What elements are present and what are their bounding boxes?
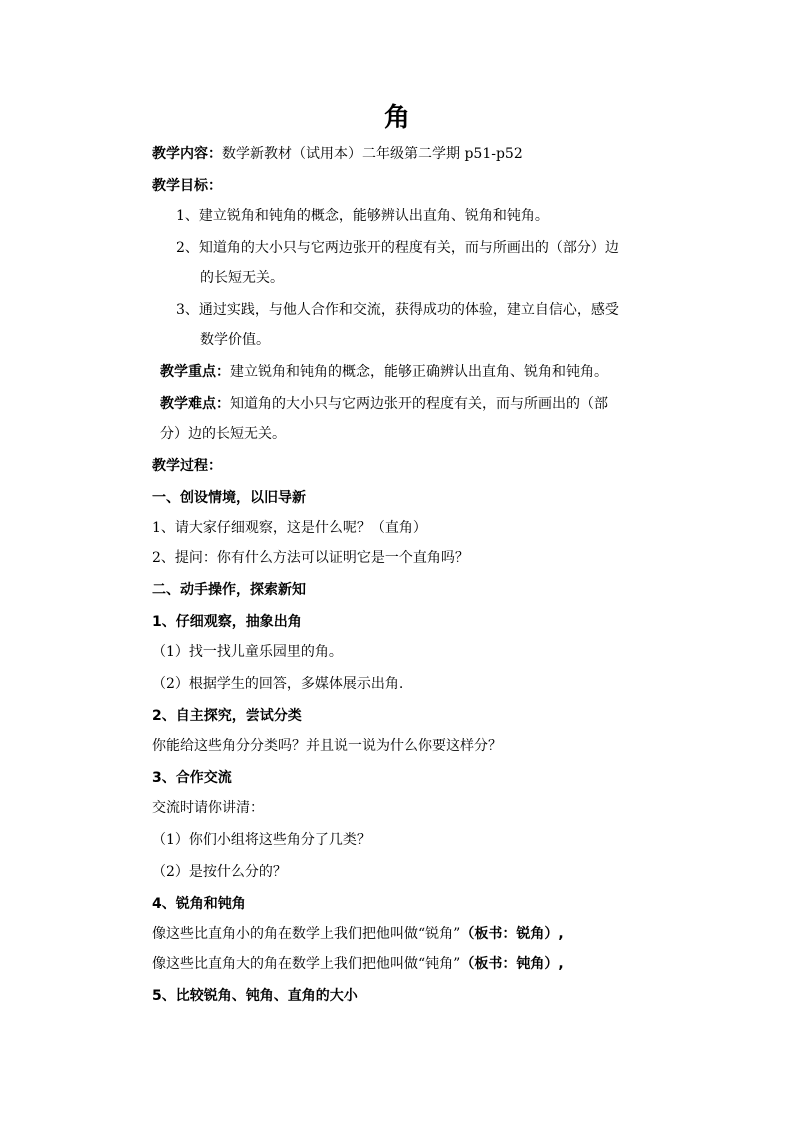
subsection-4-line-1-text: 像这些比直角小的角在数学上我们把他叫做“锐角”	[152, 926, 461, 942]
objective-1: 1、建立锐角和钝角的概念，能够辨认出直角、锐角和钝角。	[176, 208, 549, 224]
subsection-1-item-1: （1）找一找儿童乐园里的角。	[152, 644, 343, 660]
subsection-4-line-2-text: 像这些比直角大的角在数学上我们把他叫做“钝角”	[152, 956, 461, 972]
objective-2-line-2: 的长短无关。	[200, 270, 284, 286]
section-1-item-2: 2、提问：你有什么方法可以证明它是一个直角吗？	[152, 550, 469, 566]
subsection-1-heading: 1、仔细观察，抽象出角	[152, 614, 302, 630]
subsection-4-line-2	[152, 954, 564, 974]
teaching-objectives-label: 教学目标：	[152, 178, 222, 194]
subsection-5-heading: 5、比较锐角、钝角、直角的大小	[152, 988, 358, 1004]
teaching-key-line	[160, 362, 608, 382]
section-1-item-1: 1、请大家仔细观察，这是什么呢？（直角）	[152, 520, 427, 536]
objective-3-line-2: 数学价值。	[200, 332, 270, 348]
subsection-3-heading: 3、合作交流	[152, 770, 232, 786]
section-2-heading: 二、动手操作，探索新知	[152, 582, 306, 598]
subsection-2-heading: 2、自主探究，尝试分类	[152, 708, 302, 724]
teaching-key-text: 建立锐角和钝角的概念，能够正确辨认出直角、锐角和钝角。	[230, 364, 608, 380]
teaching-content-label: 教学内容：	[152, 146, 222, 162]
subsection-4-heading: 4、锐角和钝角	[152, 896, 246, 912]
teaching-difficulty-line-1	[160, 394, 608, 414]
section-1-heading: 一、创设情境，以旧导新	[152, 490, 306, 506]
subsection-2-text: 你能给这些角分分类吗？并且说一说为什么你要这样分？	[152, 738, 502, 754]
subsection-4-line-1-board-note: （板书：锐角）,	[460, 926, 564, 942]
subsection-1-item-2: （2）根据学生的回答，多媒体展示出角.	[152, 676, 404, 692]
teaching-difficulty-text-1: 知道角的大小只与它两边张开的程度有关，而与所画出的（部	[230, 396, 608, 412]
teaching-content-line	[152, 144, 523, 164]
teaching-difficulty-label: 教学难点：	[160, 396, 230, 412]
subsection-3-item-1: （1）你们小组将这些角分了几类？	[152, 832, 371, 848]
subsection-3-item-2: （2）是按什么分的？	[152, 864, 287, 880]
objective-3-line-1: 3、通过实践，与他人合作和交流，获得成功的体验，建立自信心，感受	[176, 302, 619, 318]
subsection-3-text: 交流时请你讲清：	[152, 800, 264, 816]
document-title: 角	[383, 103, 410, 133]
teaching-process-label: 教学过程：	[152, 458, 222, 474]
subsection-4-line-2-board-note: （板书：钝角）,	[460, 956, 564, 972]
teaching-difficulty-line-2: 分）边的长短无关。	[160, 426, 286, 442]
teaching-key-label: 教学重点：	[160, 364, 230, 380]
subsection-4-line-1	[152, 924, 564, 944]
objective-2-line-1: 2、知道角的大小只与它两边张开的程度有关，而与所画出的（部分）边	[176, 240, 619, 256]
teaching-content-text: 数学新教材（试用本）二年级第二学期 p51-p52	[222, 146, 523, 162]
